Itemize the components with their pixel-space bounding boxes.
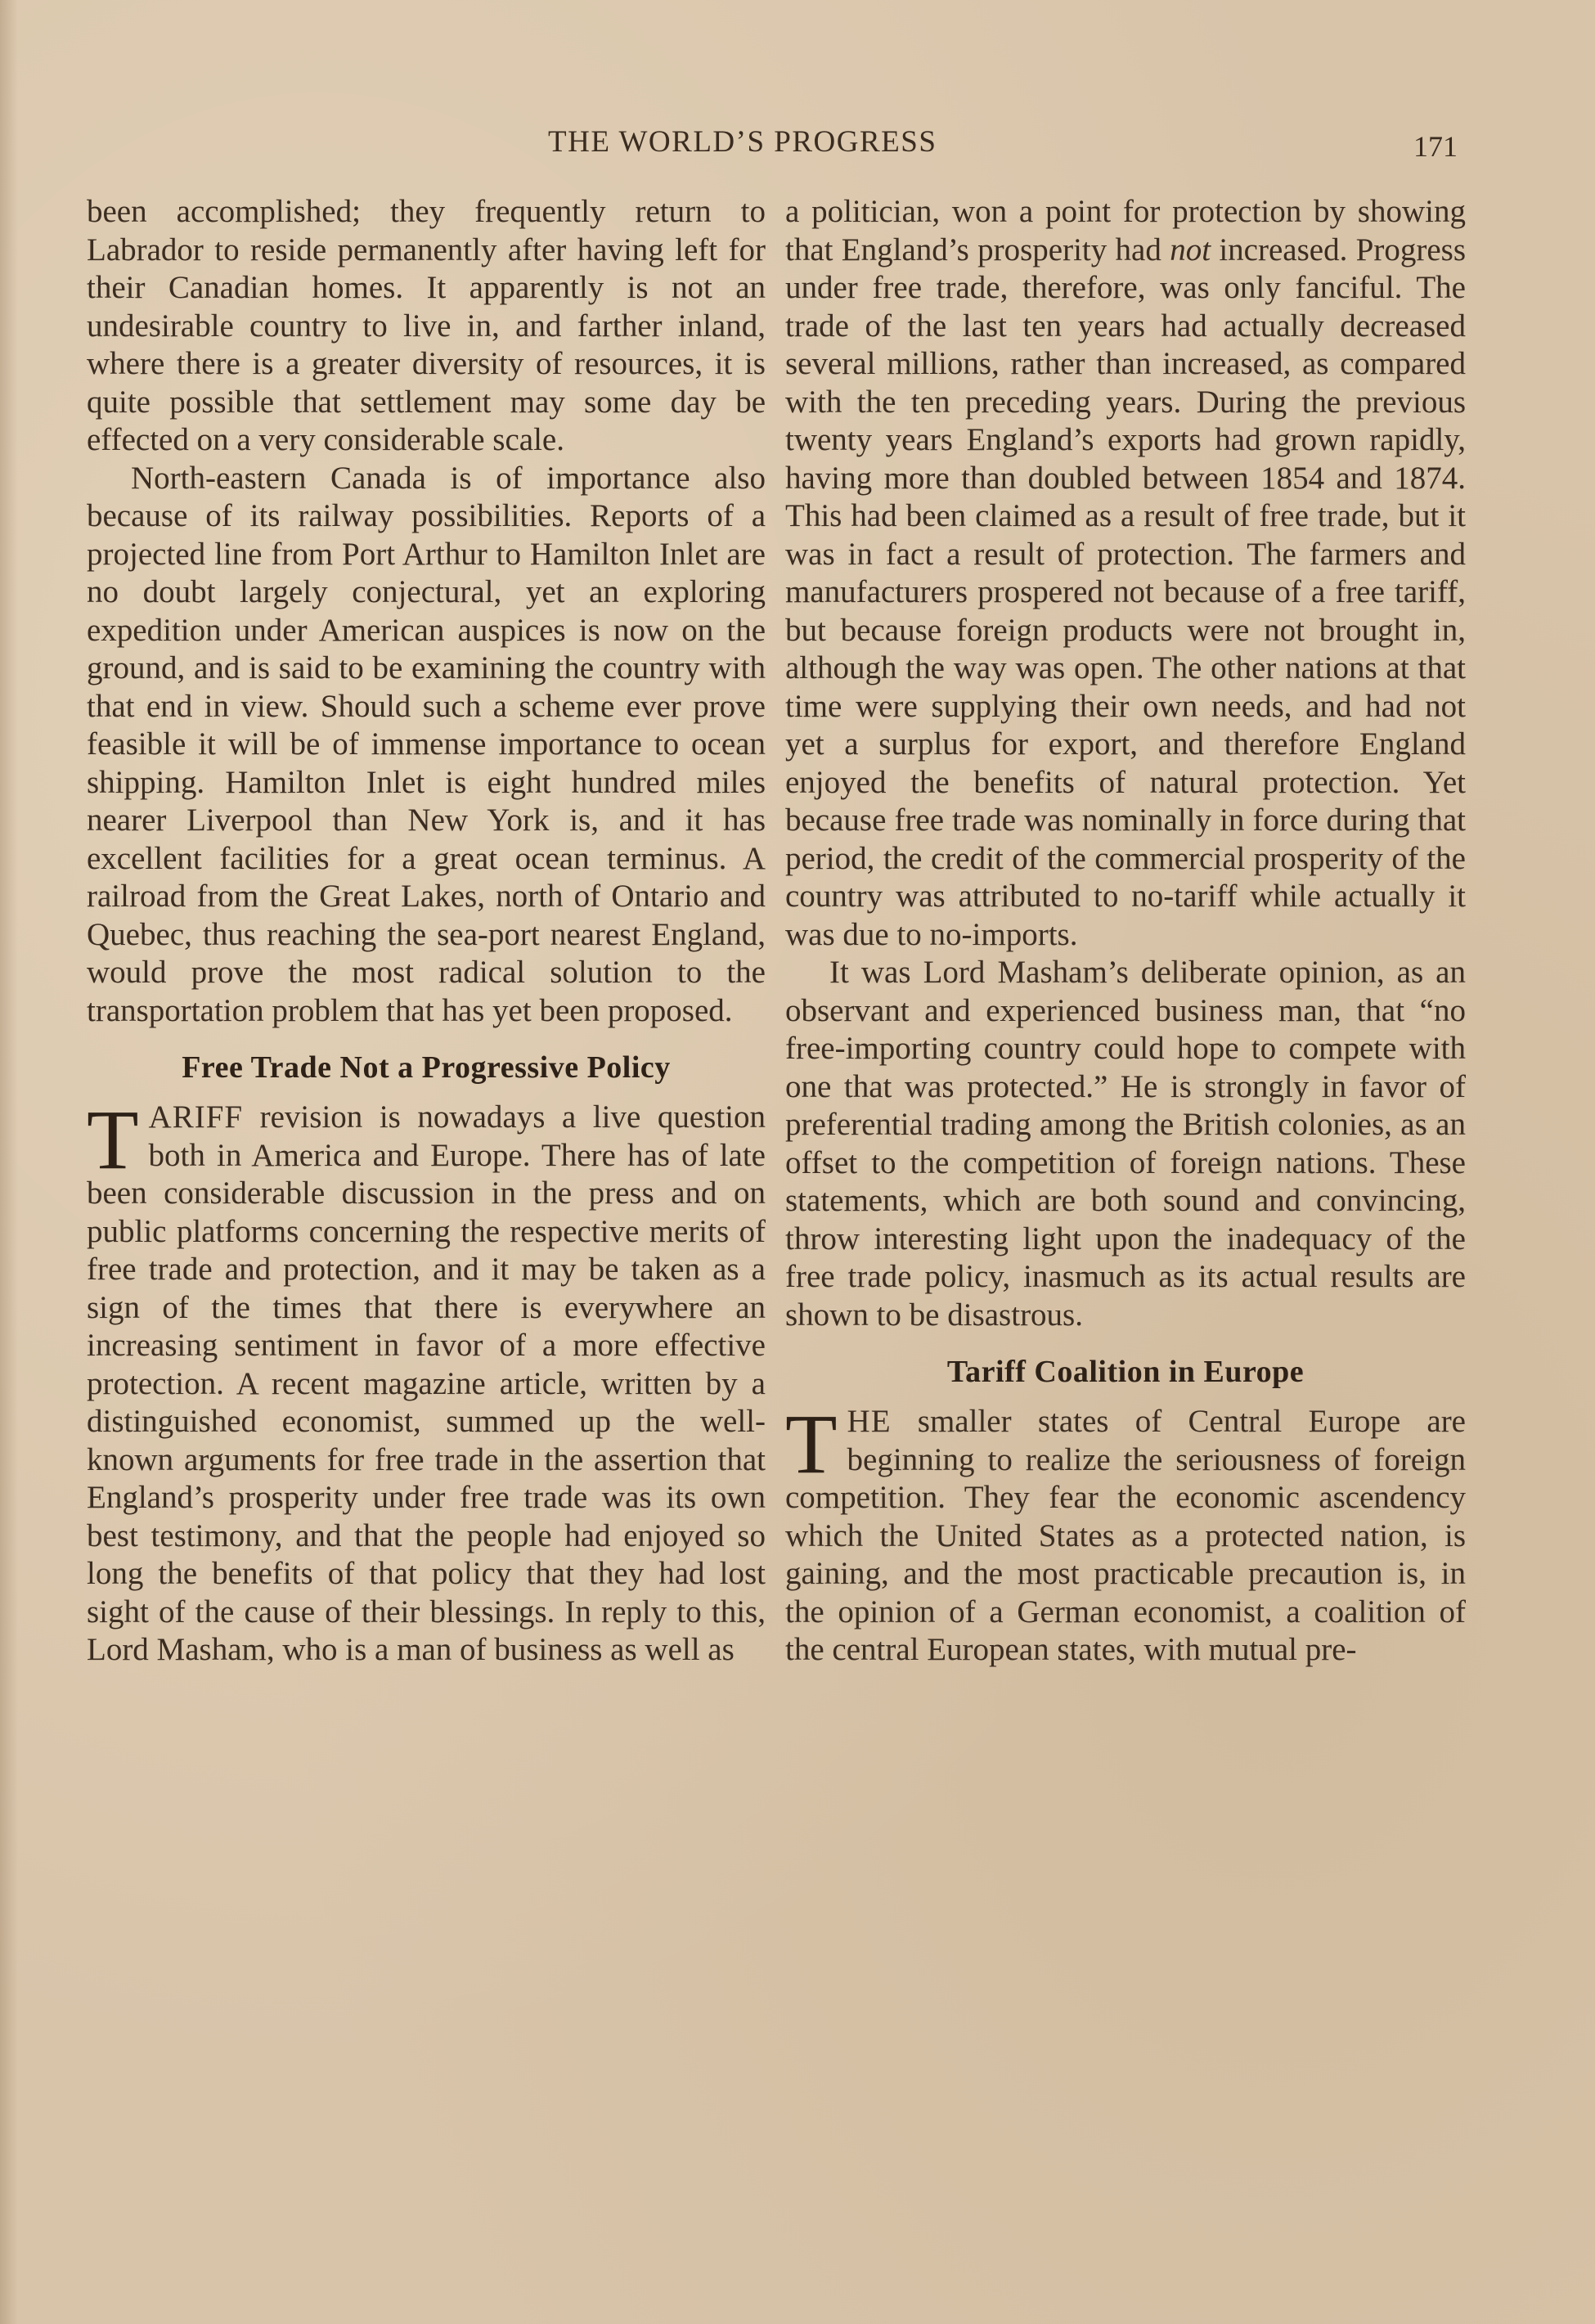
smallcaps-lead: ARIFF [148, 1099, 244, 1135]
section-heading-free-trade: Free Trade Not a Progressive Policy [182, 1050, 671, 1085]
paragraph-text-a: a politician, won a point for protection by showing that England’s prosperity had [785, 194, 1466, 267]
paragraph-tariff-revision [87, 1093, 766, 1670]
paragraph-text-b: increased. Progress under free trade, therefore, was only fanciful. The trade of the last ten years had actually decreased several millions, rather than increased, as compared with the ten preceding years. During the previous twenty years England’s exports had grown rapidly, having more than doubled between 1854 and 1874. This had been claimed as a result of free trade, but it was in fact a result of protection. The farmers and manufacturers prospered not because of a free tariff, but because foreign products were not brought in, although the way was open. The other nations at that time were supplying their own needs, and had not yet a surplus for export, and therefore England enjoyed the benefits of natural protection. Yet because free trade was nominally in force during that period, the credit of the commercial prosperity of the country was attributed to no-tariff while actually it was due to no-imports. [785, 232, 1466, 952]
section-heading-tariff-coalition: Tariff Coalition in Europe [946, 1355, 1305, 1389]
left-column [87, 193, 766, 1670]
paragraph-masham-politician [785, 193, 1466, 954]
paragraph-central-europe [785, 1397, 1466, 1670]
drop-cap-letter: T [87, 1093, 139, 1187]
drop-cap-letter: T [785, 1397, 838, 1491]
page-edge-shadow [0, 0, 18, 2324]
running-title: THE WORLD’S PROGRESS [548, 125, 937, 159]
paragraph-text: smaller states of Central Europe are beginning to realize the seriousness of foreign competition. They fear the economic ascendency which the United States as a protected nation, is gaining, and the most practicable precaution is, in the opinion of a German economist, a coalition of the central European states, with mutual pre- [785, 1404, 1466, 1667]
running-head [0, 124, 1595, 173]
italic-emphasis: not [1170, 232, 1211, 267]
right-column [785, 193, 1466, 1670]
paragraph-labrador: been accomplished; they frequently return to Labrador to reside permanently after having left for their Canadian homes. It apparently is not an undesirable country to live in, and farther inland, where there is a greater diversity of resources, it is quite possible that settlement may some day be effected on a very considerable scale. [87, 194, 766, 457]
paragraph-masham-opinion: It was Lord Masham’s deliberate opinion, as an observant and experienced business man, that “no free-importing country could hope to compete with one that was protected.” He is strongly in favor of preferential trading among the British colonies, as an offset to the competition of foreign nations. These statements, which are both sound and convincing, throw interesting light upon the inadequacy of the free trade policy, inasmuch as its actual results are shown to be disastrous. [785, 955, 1466, 1333]
paragraph-railway: North-eastern Canada is of importance also because of its railway possibilities. Reports of a projected line from Port Arthur to Hamilton Inlet are no doubt largely conjectural, yet an exploring expedition under American auspices is now on the ground, and is said to be examining the country with that end in view. Should such a scheme ever prove feasible it will be of immense importance to ocean shipping. Hamilton Inlet is eight hundred miles nearer Liverpool than New York is, and it has excellent facilities for a great ocean terminus. A railroad from the Great Lakes, north of Ontario and Quebec, thus reaching the sea-port nearest England, would prove the most radical solution to the transportation problem that has yet been proposed. [87, 460, 766, 1028]
smallcaps-lead: HE [847, 1404, 892, 1439]
paragraph-text: revision is nowadays a live question both in America and Europe. There has of late been considerable discussion in the press and on public platforms concerning the respective merits of free trade and protection, and it may be taken as a sign of the times that there is everywhere an increasing sentiment in favor of a more effective protection. A recent magazine article, written by a distinguished economist, summed up the well-known arguments for free trade in the assertion that England’s prosperity under free trade was its own best testimony, and that the people had enjoyed so long the benefits of that policy that they had lost sight of the cause of their blessings. In reply to this, Lord Masham, who is a man of business as well as [87, 1099, 766, 1667]
page-number: 171 [1413, 130, 1458, 163]
